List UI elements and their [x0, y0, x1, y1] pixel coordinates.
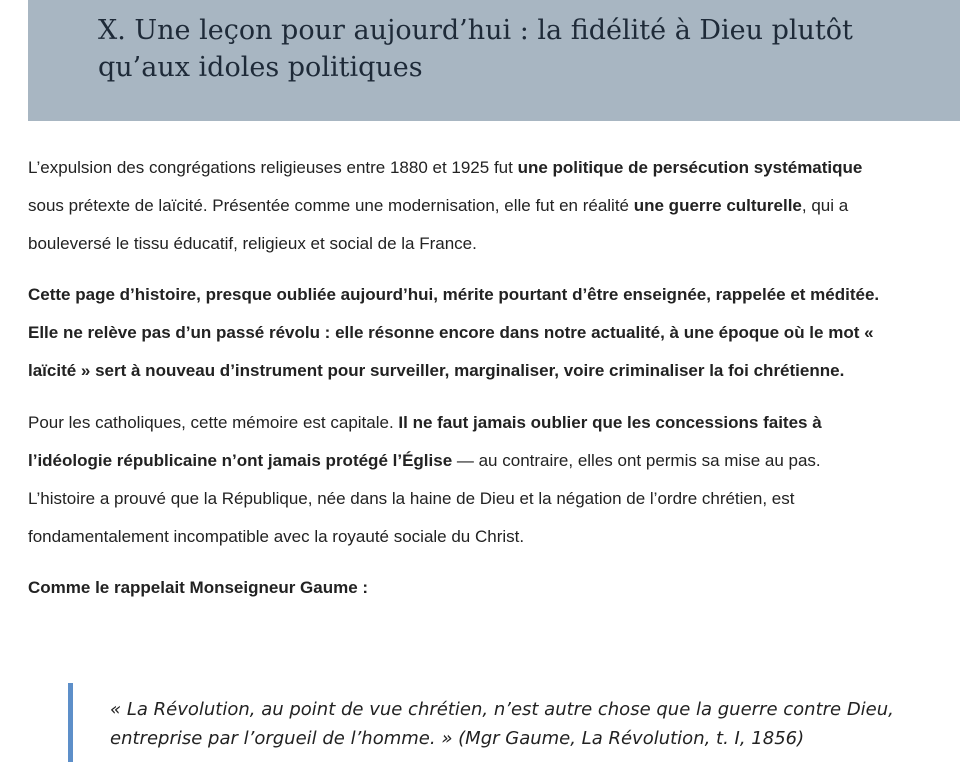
gaume-blockquote — [68, 683, 960, 762]
text-segment: sous prétexte de laïcité. Présentée comme une modernisation, elle fut en réalité — [28, 196, 634, 215]
paragraph-catholic-memory — [28, 404, 960, 556]
text-segment: Pour les catholiques, cette mémoire est capitale. — [28, 413, 399, 432]
bold-segment: l’idéologie républicaine n’ont jamais protégé l’Église — [28, 451, 453, 470]
section-title-line-1: X. Une leçon pour aujourd’hui : la fidélité à Dieu plutôt — [98, 15, 853, 46]
text-line: Elle ne relève pas d’un passé révolu : elle résonne encore dans notre actualité, à une époque où le mot « — [28, 323, 874, 342]
paragraph-history-page — [28, 276, 960, 390]
paragraph-gaume-intro — [28, 569, 960, 607]
text-line — [28, 442, 960, 480]
bold-segment: une politique de persécution systématique — [517, 158, 863, 177]
quote-line-1: « La Révolution, au point de vue chrétien, n’est autre chose que la guerre contre Dieu, — [110, 699, 894, 720]
paragraph-expulsion — [28, 149, 960, 263]
text-segment: L’expulsion des congrégations religieuses entre 1880 et 1925 fut — [28, 158, 518, 177]
text-line — [28, 149, 960, 187]
text-segment: — au contraire, elles ont permis sa mise au pas. — [452, 451, 821, 470]
quote-text — [110, 695, 960, 753]
bold-segment: une guerre culturelle — [633, 196, 802, 215]
section-title-line-2: qu’aux idoles politiques — [98, 52, 423, 83]
text-line: fondamentalement incompatible avec la royauté sociale du Christ. — [28, 527, 525, 546]
section-title — [98, 12, 938, 86]
text-line: Cette page d’histoire, presque oubliée aujourd’hui, mérite pourtant d’être enseignée, rappelée et méditée. — [28, 285, 880, 304]
text-line — [28, 404, 960, 442]
section-header-band — [28, 0, 960, 121]
bold-segment: Il ne faut jamais oublier que les concessions faites à — [398, 413, 822, 432]
article-body — [28, 149, 960, 607]
text-line: Comme le rappelait Monseigneur Gaume : — [28, 578, 369, 597]
quote-line-2: entreprise par l’orgueil de l’homme. » (Mgr Gaume, La Révolution, t. I, 1856) — [110, 728, 805, 749]
text-line: laïcité » sert à nouveau d’instrument pour surveiller, marginaliser, voire criminaliser la foi chrétienne. — [28, 361, 845, 380]
text-segment: bouleversé le tissu éducatif, religieux et social de la France. — [28, 234, 477, 253]
text-segment: , qui a — [801, 196, 849, 215]
text-line: L’histoire a prouvé que la République, née dans la haine de Dieu et la négation de l’ordre chrétien, est — [28, 489, 795, 508]
text-line — [28, 187, 960, 225]
text-line — [28, 225, 960, 263]
